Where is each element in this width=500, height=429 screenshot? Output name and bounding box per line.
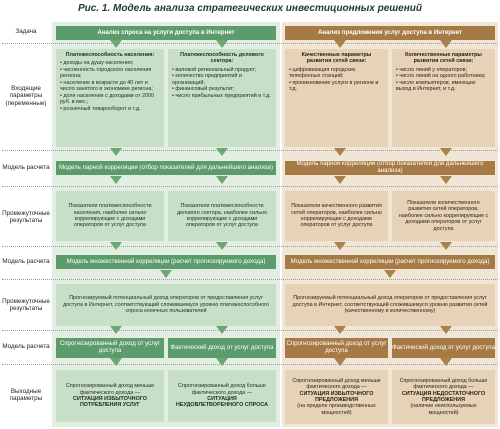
output-text: Спрогнозированный доход меньше фактического дохода — (65, 383, 155, 396)
demand-intermediate-right-box: Показатели платежеспособности делового сектора, наиболее сильно коррелирующие с доходами операторов от услуг доступа (168, 191, 276, 241)
list-item: • финансовый результат; (172, 86, 235, 93)
row-label-model2: Модель расчета (2, 258, 50, 266)
arrow-down-icon (110, 326, 122, 334)
row-label-intermediate2: Промежуточные результаты (2, 297, 50, 312)
arrow-down-icon (384, 270, 396, 278)
list-item: • число линий у операторов; (396, 66, 468, 73)
arrow-down-icon (334, 326, 346, 334)
output-text: Спрогнозированный доход больше фактического дохода — (178, 383, 266, 396)
supply-output-right-box (392, 370, 495, 424)
row-label-task: Задача (15, 28, 37, 36)
row-label-intermediate1: Промежуточные результаты (2, 209, 50, 224)
demand-forecast-income-bar: Спрогнозированный доход от услуг доступа (56, 338, 164, 358)
row-separator (2, 246, 498, 247)
demand-output-right-box (168, 370, 276, 422)
output-text: СИТУАЦИЯ НЕДОСТАТОЧНОГО ПРЕДЛОЖЕНИЯ (401, 390, 486, 403)
supply-output-left-box (285, 370, 388, 424)
arrow-down-icon (110, 176, 122, 184)
list-item: • число линий на одного работника; (396, 73, 486, 80)
list-item: • число компьютеров, имеющих выход в Интернет, и т.д. (396, 79, 476, 93)
supply-input-quality-box (285, 49, 388, 147)
arrow-down-icon (110, 148, 122, 156)
output-text: (наличие неиспользуемых мощностей) (410, 403, 477, 416)
list-item: • доля населения с доходами от 2000 руб. в мес.; (60, 92, 154, 106)
row-label-model3: Модель расчета (2, 343, 50, 351)
arrow-down-icon (110, 358, 122, 366)
arrow-down-icon (160, 270, 172, 278)
arrow-down-icon (110, 40, 122, 48)
output-text: ПОТРЕБЛЕНИЯ УСЛУГ (79, 402, 141, 409)
supply-intermediate-left-box: Показатели качественного развития сетей операторов, наиболее сильно коррелирующие с доходами операторов от услуг доступа (285, 191, 388, 241)
supply-model2-bar: Модель множественной корреляции (расчет прогнозируемого дохода) (285, 255, 495, 269)
demand-input-business-box (168, 49, 276, 147)
list-item: • розничный товарооборот и т.д. (60, 105, 141, 112)
list-item: • валовой региональный продукт; (172, 66, 256, 73)
arrow-down-icon (334, 148, 346, 156)
row-separator (2, 279, 498, 280)
list-item: • количество предприятий и организаций; (172, 73, 242, 86)
arrow-down-icon (334, 242, 346, 250)
output-text: СИТУАЦИЯ (207, 396, 237, 402)
demand-input-population-box (56, 49, 164, 147)
supply-forecast-income-bar: Спрогнозированный доход от услуг доступа (285, 338, 388, 358)
box-title: Количественные параметры развития сетей связи: (405, 52, 482, 65)
arrow-down-icon (440, 358, 452, 366)
output-text: Спрогнозированный доход больше фактического дохода — (399, 377, 488, 391)
output-text: (на пределе производственных мощностей) (297, 403, 376, 416)
arrow-down-icon (440, 326, 452, 334)
demand-model1-bar: Модель парной корреляции (отбор показателей для дальнейшего анализа) (56, 161, 276, 175)
figure-title: Рис. 1. Модель анализа стратегических инвестиционных решений (78, 3, 422, 14)
list-item: • число прибыльных предприятий и т.д. (172, 92, 271, 99)
list-item: • население в возрасте до 40 лет и число занятого в экономике региона; (60, 79, 153, 93)
demand-output-left-box (56, 370, 164, 422)
arrow-down-icon (110, 242, 122, 250)
arrow-down-icon (440, 176, 452, 184)
row-label-model1: Модель расчета (2, 164, 50, 172)
supply-model1-bar: Модель парной корреляции (отбор показателей для дальнейшего анализа) (285, 161, 495, 175)
demand-intermediate2-box: Прогнозируемый потенциальный доход операторов от предоставления услуг доступа в Интернет, соответствующий сложившемуся уровню платежеспособного спроса конечных пользователей (56, 284, 276, 326)
supply-input-quantity-box (392, 49, 495, 147)
list-item: • доходы на душу населения; (60, 60, 134, 67)
row-label-output: Выходные параметры (9, 387, 43, 402)
arrow-down-icon (334, 40, 346, 48)
arrow-down-icon (216, 148, 228, 156)
list-item: • проникновение услуги в регионе и т.д. (289, 79, 379, 93)
arrow-down-icon (216, 242, 228, 250)
output-text: НЕУДОВЛЕТВОРЕННОГО СПРОСА (176, 402, 268, 409)
list-item: • численность городского населения региона; (60, 66, 152, 80)
demand-intermediate-left-box: Показатели платежеспособности населения, наиболее сильно коррелирующие с доходами операторов от услуг доступа (56, 191, 164, 241)
row-separator (2, 330, 498, 331)
box-title: Качественные параметры развития сетей связи: (301, 52, 372, 65)
row-label-input: Входящие параметры (переменные) (5, 85, 47, 107)
row-separator (2, 186, 498, 187)
arrow-down-icon (334, 358, 346, 366)
demand-model2-bar: Модель множественной корреляции (расчет прогнозируемого дохода) (56, 255, 276, 269)
row-separator (2, 364, 498, 365)
list-item: • цифровизация городских телефонных станций; (289, 66, 356, 80)
row-separator (2, 43, 498, 44)
arrow-down-icon (440, 148, 452, 156)
supply-task-bar: Анализ предложения услуг доступа в Интернет (285, 26, 495, 40)
row-separator (2, 150, 498, 151)
box-title: Платежеспособность делового сектора: (180, 52, 264, 65)
arrow-down-icon (440, 242, 452, 250)
arrow-down-icon (216, 358, 228, 366)
demand-task-bar: Анализ спроса на услуги доступа в Интернет (56, 26, 276, 40)
output-text: Спрогнозированный доход меньше фактического дохода — (292, 377, 381, 391)
arrow-down-icon (216, 176, 228, 184)
supply-intermediate-right-box: Показатели количественного развития сетей операторов, наиболее сильно коррелирующие с доходами операторов от услуг доступа (392, 191, 495, 241)
arrow-down-icon (216, 40, 228, 48)
arrow-down-icon (440, 40, 452, 48)
output-text: СИТУАЦИЯ ИЗБЫТОЧНОГО (73, 396, 147, 402)
supply-actual-income-bar: Фактический доход от услуг доступа (392, 338, 495, 358)
supply-intermediate2-box: Прогнозируемый потенциальный доход операторов от предоставления услуг доступа в Интернет, соответствующий сложившемуся уровню развития сетей (качественному и количественному) (285, 284, 495, 326)
demand-actual-income-bar: Фактический доход от услуг доступа (168, 338, 276, 358)
box-title: Платежеспособность населения: (65, 52, 155, 58)
arrow-down-icon (216, 326, 228, 334)
arrow-down-icon (334, 176, 346, 184)
output-text: СИТУАЦИЯ ИЗБЫТОЧНОГО ПРЕДЛОЖЕНИЯ (299, 390, 374, 403)
